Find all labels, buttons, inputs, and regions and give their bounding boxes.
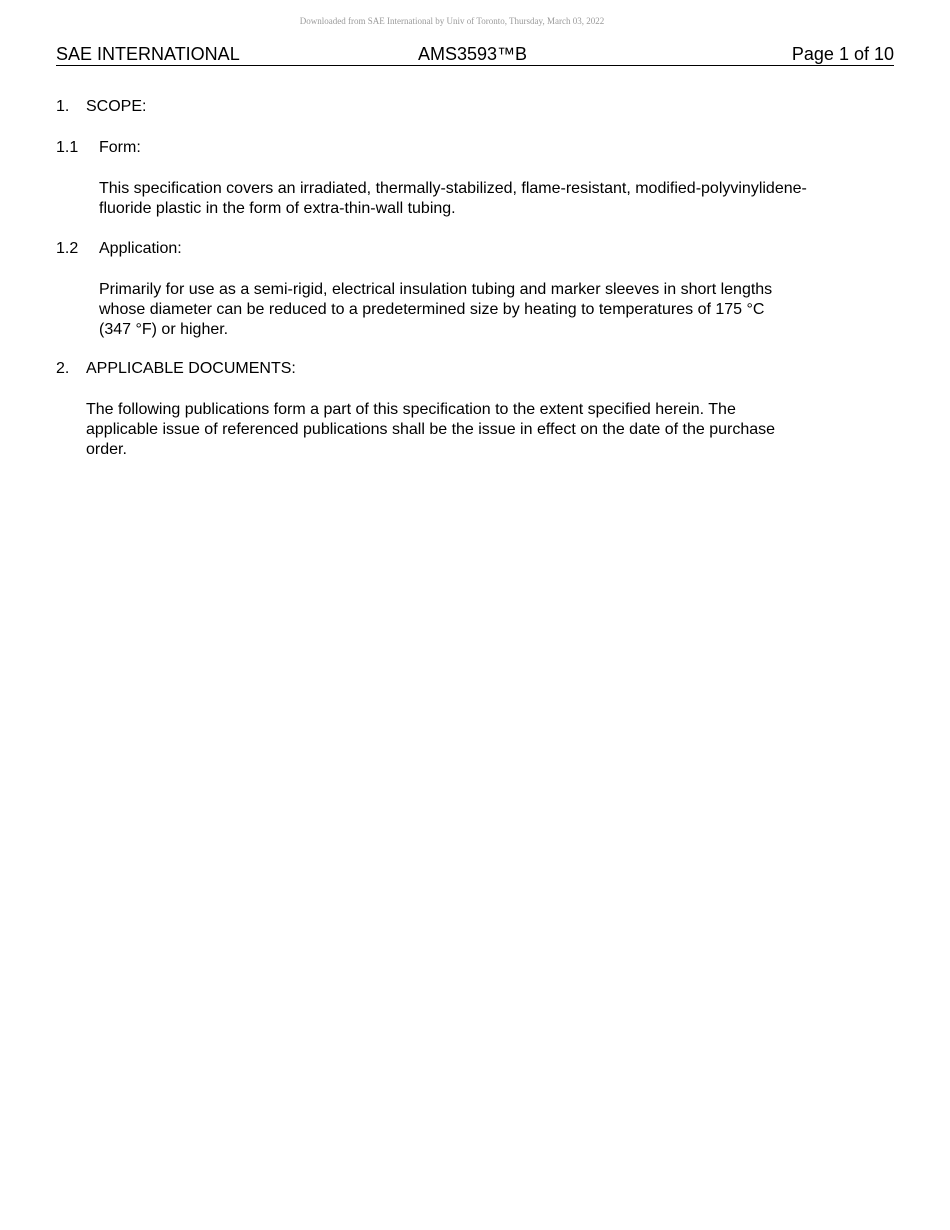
paragraph-line: The following publications form a part of this specification to the extent specified herein. The bbox=[86, 401, 736, 418]
section-title: APPLICABLE DOCUMENTS: bbox=[86, 360, 296, 377]
paragraph-line: This specification covers an irradiated, thermally-stabilized, flame-resistant, modified-polyvinylidene- bbox=[99, 180, 807, 197]
section-title: Form: bbox=[99, 139, 141, 156]
section-number: 1. bbox=[56, 98, 70, 115]
section-1-1-paragraph bbox=[0, 179, 950, 219]
section-title: SCOPE: bbox=[86, 98, 147, 115]
paragraph-line: applicable issue of referenced publications shall be the issue in effect on the date of the purchase bbox=[86, 421, 776, 438]
section-number: 2. bbox=[56, 360, 70, 377]
section-2-paragraph bbox=[0, 400, 950, 460]
section-number: 1.1 bbox=[56, 139, 79, 156]
page-number: Page 1 of 10 bbox=[791, 44, 894, 64]
section-number: 1.2 bbox=[56, 240, 79, 257]
download-watermark: Downloaded from SAE International by Univ of Toronto, Thursday, March 03, 2022 bbox=[299, 16, 605, 26]
paragraph-line: fluoride plastic in the form of extra-thin-wall tubing. bbox=[99, 200, 456, 217]
paragraph-line: whose diameter can be reduced to a predetermined size by heating to temperatures of 175 °C bbox=[99, 301, 765, 318]
paragraph-line: (347 °F) or higher. bbox=[99, 321, 229, 338]
section-1-2-paragraph bbox=[0, 280, 950, 340]
paragraph-line: order. bbox=[86, 441, 127, 458]
paragraph-line: Primarily for use as a semi-rigid, electrical insulation tubing and marker sleeves in short lengths bbox=[99, 281, 773, 298]
publisher-name: SAE INTERNATIONAL bbox=[56, 44, 240, 64]
section-title: Application: bbox=[99, 240, 182, 257]
document-id: AMS3593™B bbox=[418, 44, 528, 64]
page-header bbox=[56, 44, 894, 66]
